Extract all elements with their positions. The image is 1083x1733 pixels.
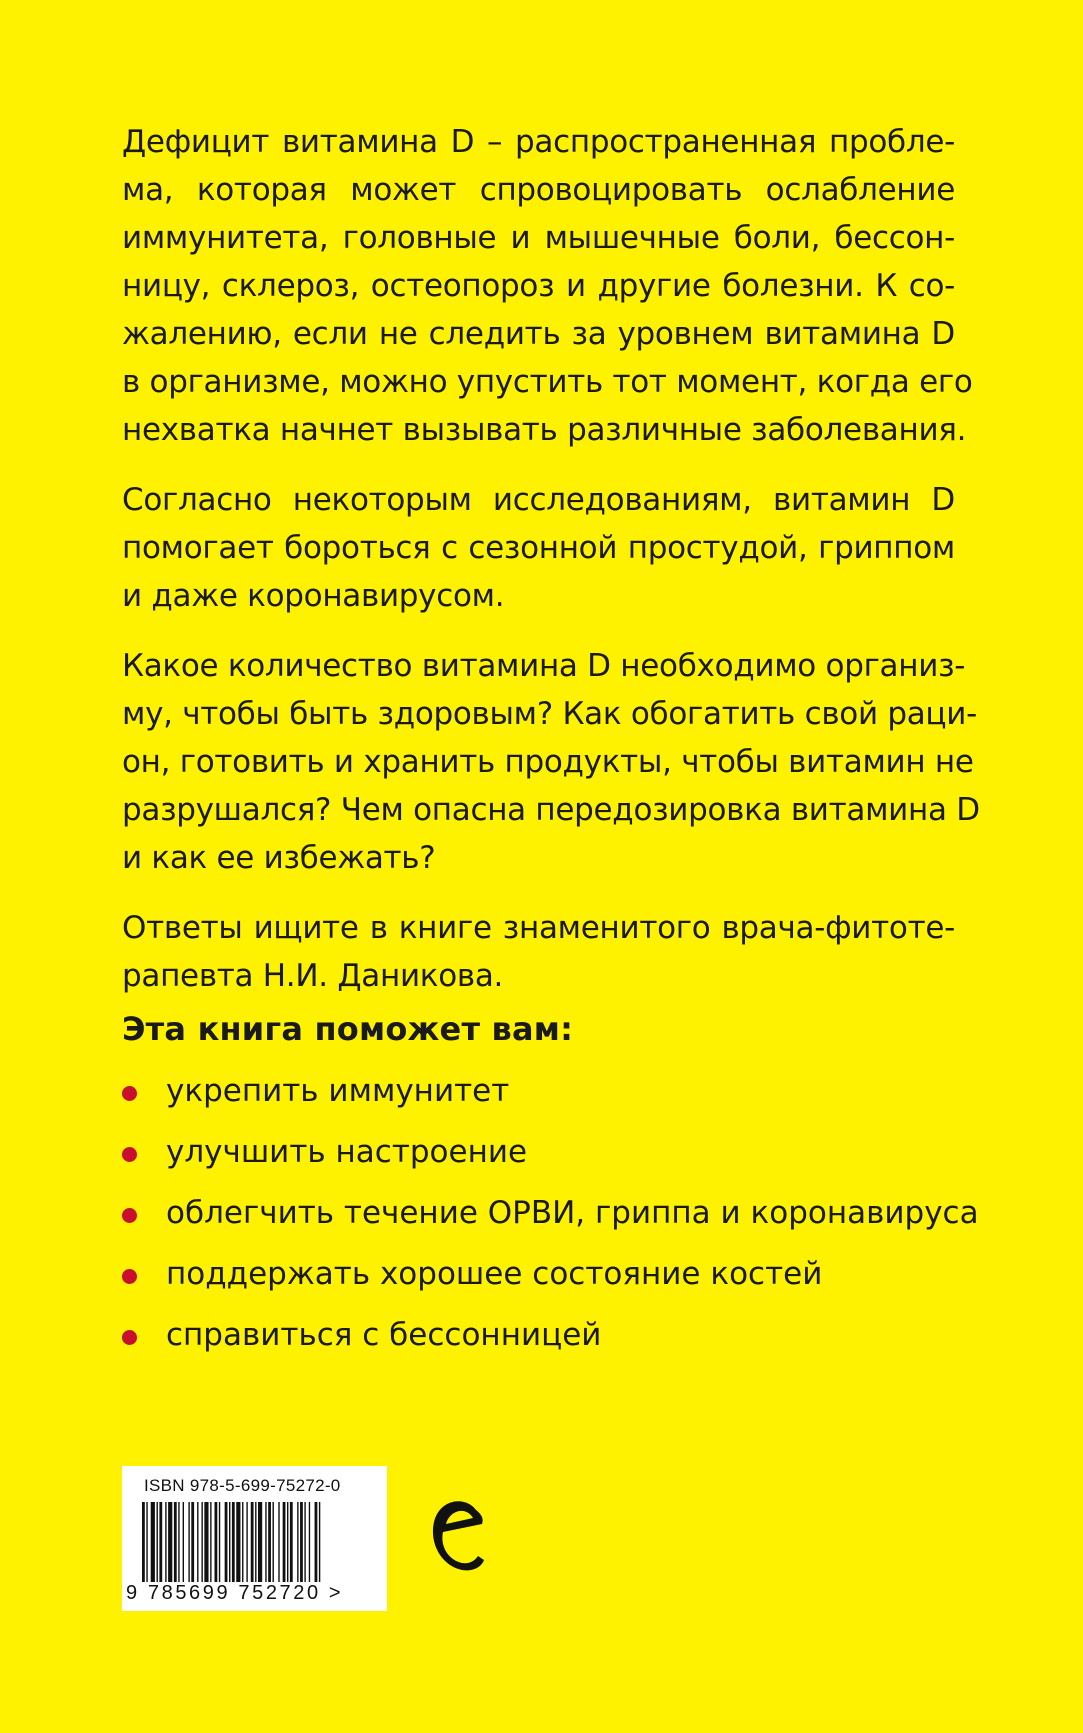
text-line: помогает бороться с сезонной простудой, гриппом <box>122 530 955 566</box>
list-item <box>122 1247 982 1308</box>
barcode-bar <box>151 1502 155 1582</box>
barcode-bar <box>290 1502 293 1582</box>
barcode-bar <box>255 1502 256 1582</box>
text-line: нехватка начнет вызывать различные заболевания. <box>122 412 967 448</box>
barcode-bar <box>236 1502 240 1582</box>
barcode-bar <box>232 1502 235 1582</box>
eksmo-e-logo-icon <box>426 1488 488 1584</box>
bullet-icon <box>122 1208 137 1223</box>
text-line: разрушался? Чем опасна передозировка витамина D <box>122 792 980 828</box>
barcode-bar <box>309 1502 310 1582</box>
text-line: Дефицит витамина D – распространенная пробле- <box>122 124 955 160</box>
list-item <box>122 1186 982 1247</box>
bullet-icon <box>122 1330 137 1345</box>
barcode-bar <box>215 1502 218 1582</box>
barcode-bar <box>251 1502 254 1582</box>
bullet-icon <box>122 1086 137 1101</box>
barcode-bar <box>197 1502 198 1582</box>
barcode-bar <box>168 1502 172 1582</box>
barcode-bar <box>287 1502 288 1582</box>
list-item <box>122 1064 982 1125</box>
text-line: Согласно некоторым исследованиям, витамин D <box>122 482 955 518</box>
text-line: ма, которая может спровоцировать ослабление <box>122 172 955 208</box>
barcode-bar <box>204 1502 208 1582</box>
text-line: Ответы ищите в книге знаменитого врача-фитоте- <box>122 910 955 946</box>
barcode-bar <box>315 1502 318 1582</box>
list-item-text: укрепить иммунитет <box>166 1073 510 1109</box>
text-line: и даже коронавирусом. <box>122 578 505 614</box>
barcode-bar <box>188 1502 189 1582</box>
barcode-bar <box>225 1502 228 1582</box>
benefits-heading: Эта книга поможет вам: <box>122 1010 574 1048</box>
barcode-bar <box>157 1502 158 1582</box>
paragraph-1 <box>122 118 973 454</box>
barcode-bar <box>178 1502 179 1582</box>
bullet-icon <box>122 1269 137 1284</box>
barcode-bar <box>146 1502 147 1582</box>
barcode-bar <box>242 1502 243 1582</box>
isbn-barcode <box>122 1466 387 1611</box>
text-line: он, готовить и хранить продукты, чтобы витамин не <box>122 744 974 780</box>
barcode-bar <box>268 1502 271 1582</box>
text-line: рапевта Н.И. Даникова. <box>122 958 504 994</box>
barcode-bar <box>319 1502 320 1582</box>
barcode-digits: 9 785699 752720 > <box>126 1582 344 1604</box>
text-line: му, чтобы быть здоровым? Как обогатить свой раци- <box>122 696 977 732</box>
text-line: Какое количество витамина D необходимо организ- <box>122 648 966 684</box>
list-item-text: справиться с бессонницей <box>166 1317 602 1353</box>
barcode-bar <box>265 1502 266 1582</box>
paragraph-3 <box>122 642 980 882</box>
list-item <box>122 1308 982 1369</box>
barcode-bar <box>246 1502 247 1582</box>
barcode-bar <box>191 1502 194 1582</box>
barcode-bar <box>229 1502 230 1582</box>
barcode-bar <box>142 1502 145 1582</box>
text-line: жалению, если не следить за уровнем витамина D <box>122 316 955 352</box>
barcode-bar <box>300 1502 303 1582</box>
text-line: иммунитета, головные и мышечные боли, бессон- <box>122 220 955 256</box>
description-text <box>122 118 980 1022</box>
barcode-bars <box>142 1502 374 1582</box>
list-item-text: улучшить настроение <box>166 1134 528 1170</box>
isbn-label: ISBN 978-5-699-75272-0 <box>144 1476 341 1495</box>
paragraph-4 <box>122 904 955 1000</box>
text-line: в организме, можно упустить тот момент, когда его <box>122 364 973 400</box>
barcode-bar <box>183 1502 184 1582</box>
paragraph-2 <box>122 476 955 620</box>
barcode-bar <box>174 1502 177 1582</box>
barcode-bar <box>210 1502 211 1582</box>
barcode-bar <box>297 1502 298 1582</box>
benefits-list <box>122 1064 982 1369</box>
barcode-bar <box>219 1502 220 1582</box>
barcode-bar <box>165 1502 166 1582</box>
bullet-icon <box>122 1147 137 1162</box>
text-line: ницу, склероз, остеопороз и другие болезни. К со- <box>122 268 955 304</box>
barcode-bar <box>273 1502 274 1582</box>
barcode-bar <box>159 1502 162 1582</box>
list-item <box>122 1125 982 1186</box>
barcode-bar <box>304 1502 305 1582</box>
text-line: и как ее избежать? <box>122 840 436 876</box>
list-item-text: поддержать хорошее состояние костей <box>166 1256 823 1292</box>
barcode-bar <box>278 1502 279 1582</box>
barcode-bar <box>283 1502 286 1582</box>
barcode-bar <box>258 1502 262 1582</box>
list-item-text: облегчить течение ОРВИ, гриппа и коронавируса <box>166 1195 979 1231</box>
barcode-bar <box>201 1502 202 1582</box>
